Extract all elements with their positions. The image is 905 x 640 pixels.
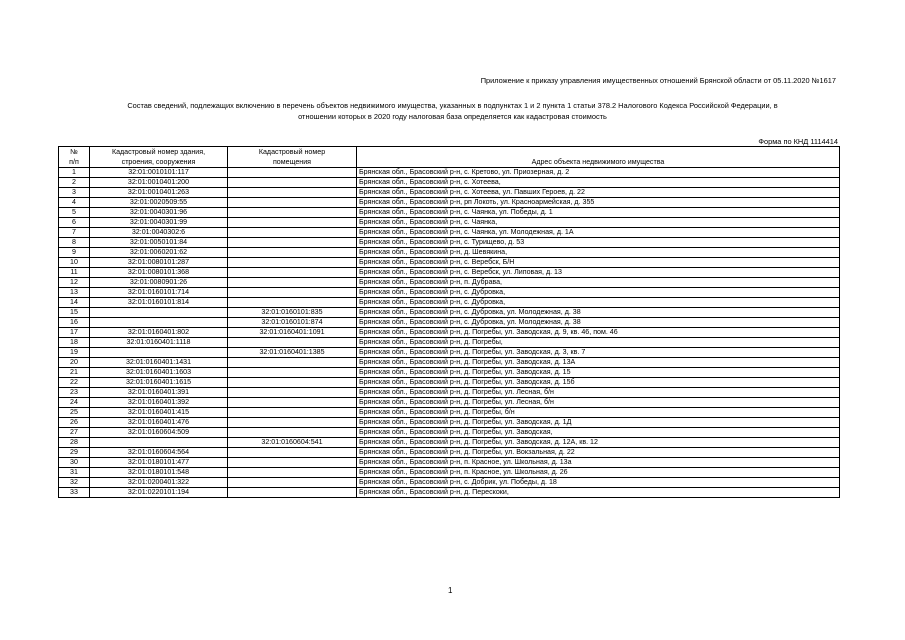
building-cadastral-cell: 32:01:0180101:548: [90, 468, 228, 478]
building-cadastral-cell: 32:01:0010101:117: [90, 168, 228, 178]
row-number-cell: 23: [59, 388, 90, 398]
row-number-cell: 16: [59, 318, 90, 328]
row-number-cell: 4: [59, 198, 90, 208]
room-cadastral-cell: [228, 228, 357, 238]
table-row: [59, 338, 840, 348]
building-cadastral-cell: 32:01:0160401:392: [90, 398, 228, 408]
row-number-cell: 33: [59, 488, 90, 498]
room-cadastral-cell: [228, 478, 357, 488]
document-title-line-2: отношении которых в 2020 году налоговая база определяется как кадастровая стоимость: [298, 111, 607, 121]
address-cell: Брянская обл., Брасовский р-н, д. Погребы,: [357, 338, 840, 348]
row-number-cell: 11: [59, 268, 90, 278]
table-row: [59, 198, 840, 208]
building-cadastral-cell: 32:01:0160401:1615: [90, 378, 228, 388]
row-number-cell: 3: [59, 188, 90, 198]
table-row: [59, 478, 840, 488]
header-number-line-1: №: [70, 148, 78, 156]
address-cell: Брянская обл., Брасовский р-н, с. Веребск, Б/Н: [357, 258, 840, 268]
address-cell: Брянская обл., Брасовский р-н, п. Красное, ул. Школьная, д. 26: [357, 468, 840, 478]
table-row: [59, 178, 840, 188]
building-cadastral-cell: [90, 318, 228, 328]
building-cadastral-cell: 32:01:0220101:194: [90, 488, 228, 498]
header-building-cadastral: [90, 147, 228, 168]
building-cadastral-cell: 32:01:0160101:714: [90, 288, 228, 298]
building-cadastral-cell: 32:01:0010401:263: [90, 188, 228, 198]
table-row: [59, 438, 840, 448]
property-registry-table: [58, 146, 840, 498]
address-cell: Брянская обл., Брасовский р-н, с. Добрик, ул. Победы, д. 18: [357, 478, 840, 488]
header-room-cadastral: [228, 147, 357, 168]
room-cadastral-cell: [228, 398, 357, 408]
room-cadastral-cell: [228, 208, 357, 218]
room-cadastral-cell: [228, 338, 357, 348]
room-cadastral-cell: [228, 368, 357, 378]
row-number-cell: 12: [59, 278, 90, 288]
row-number-cell: 2: [59, 178, 90, 188]
row-number-cell: 29: [59, 448, 90, 458]
room-cadastral-cell: [228, 258, 357, 268]
row-number-cell: 21: [59, 368, 90, 378]
building-cadastral-cell: [90, 348, 228, 358]
table-row: [59, 228, 840, 238]
address-cell: Брянская обл., Брасовский р-н, д. Погребы, ул. Заводская, д. 15б: [357, 378, 840, 388]
row-number-cell: 27: [59, 428, 90, 438]
building-cadastral-cell: 32:01:0060201:62: [90, 248, 228, 258]
table-row: [59, 428, 840, 438]
row-number-cell: 5: [59, 208, 90, 218]
room-cadastral-cell: [228, 278, 357, 288]
table-row: [59, 378, 840, 388]
building-cadastral-cell: 32:01:0180101:477: [90, 458, 228, 468]
header-building-line-2: строения, сооружения: [121, 158, 196, 166]
header-number-line-2: п/п: [69, 158, 79, 166]
row-number-cell: 22: [59, 378, 90, 388]
address-cell: Брянская обл., Брасовский р-н, д. Погребы, ул. Заводская, д. 15: [357, 368, 840, 378]
room-cadastral-cell: [228, 268, 357, 278]
room-cadastral-cell: [228, 378, 357, 388]
address-cell: Брянская обл., Брасовский р-н, д. Погребы, ул. Вокзальная, д. 22: [357, 448, 840, 458]
row-number-cell: 7: [59, 228, 90, 238]
address-cell: Брянская обл., Брасовский р-н, д. Погребы, ул. Заводская, д. 3, кв. 7: [357, 348, 840, 358]
address-cell: Брянская обл., Брасовский р-н, рп Локоть, ул. Красноармейская, д. 355: [357, 198, 840, 208]
row-number-cell: 13: [59, 288, 90, 298]
building-cadastral-cell: 32:01:0160401:415: [90, 408, 228, 418]
building-cadastral-cell: 32:01:0160101:814: [90, 298, 228, 308]
room-cadastral-cell: [228, 468, 357, 478]
row-number-cell: 31: [59, 468, 90, 478]
row-number-cell: 24: [59, 398, 90, 408]
table-row: [59, 348, 840, 358]
table-row: [59, 488, 840, 498]
room-cadastral-cell: [228, 188, 357, 198]
building-cadastral-cell: 32:01:0160401:1603: [90, 368, 228, 378]
table-body: [59, 168, 840, 498]
room-cadastral-cell: [228, 298, 357, 308]
address-cell: Брянская обл., Брасовский р-н, д. Погребы, ул. Заводская, д. 1Д: [357, 418, 840, 428]
row-number-cell: 18: [59, 338, 90, 348]
address-cell: Брянская обл., Брасовский р-н, с. Турищево, д. 53: [357, 238, 840, 248]
row-number-cell: 25: [59, 408, 90, 418]
room-cadastral-cell: 32:01:0160401:1385: [228, 348, 357, 358]
document-title: [55, 101, 850, 122]
row-number-cell: 1: [59, 168, 90, 178]
building-cadastral-cell: 32:01:0160401:476: [90, 418, 228, 428]
table-row: [59, 408, 840, 418]
row-number-cell: 6: [59, 218, 90, 228]
room-cadastral-cell: [228, 248, 357, 258]
table-row: [59, 208, 840, 218]
building-cadastral-cell: 32:01:0040301:99: [90, 218, 228, 228]
room-cadastral-cell: [228, 218, 357, 228]
building-cadastral-cell: 32:01:0160401:1431: [90, 358, 228, 368]
table-row: [59, 268, 840, 278]
room-cadastral-cell: [228, 358, 357, 368]
row-number-cell: 14: [59, 298, 90, 308]
room-cadastral-cell: [228, 428, 357, 438]
header-room-line-2: помещения: [272, 158, 312, 166]
header-building-line-1: Кадастровый номер здания,: [111, 148, 206, 156]
header-room-line-1: Кадастровый номер: [258, 148, 326, 156]
table-row: [59, 448, 840, 458]
table-row: [59, 358, 840, 368]
table-row: [59, 188, 840, 198]
address-cell: Брянская обл., Брасовский р-н, п. Красное, ул. Школьная, д. 13а: [357, 458, 840, 468]
room-cadastral-cell: [228, 198, 357, 208]
address-cell: Брянская обл., Брасовский р-н, д. Шевякина,: [357, 248, 840, 258]
room-cadastral-cell: [228, 288, 357, 298]
room-cadastral-cell: [228, 418, 357, 428]
address-cell: Брянская обл., Брасовский р-н, с. Чаянка,: [357, 218, 840, 228]
address-cell: Брянская обл., Брасовский р-н, с. Дубровка, ул. Молодежная, д. 38: [357, 308, 840, 318]
room-cadastral-cell: [228, 408, 357, 418]
row-number-cell: 26: [59, 418, 90, 428]
building-cadastral-cell: 32:01:0160604:509: [90, 428, 228, 438]
table-row: [59, 308, 840, 318]
row-number-cell: 17: [59, 328, 90, 338]
table-row: [59, 238, 840, 248]
building-cadastral-cell: 32:01:0160401:802: [90, 328, 228, 338]
building-cadastral-cell: 32:01:0040302:6: [90, 228, 228, 238]
address-cell: Брянская обл., Брасовский р-н, с. Чаянка, ул. Молодежная, д. 1А: [357, 228, 840, 238]
table-header-row: [59, 147, 840, 168]
address-cell: Брянская обл., Брасовский р-н, д. Погребы, ул. Лесная, б/н: [357, 388, 840, 398]
address-cell: Брянская обл., Брасовский р-н, д. Перескоки,: [357, 488, 840, 498]
row-number-cell: 30: [59, 458, 90, 468]
header-number: [59, 147, 90, 168]
room-cadastral-cell: [228, 448, 357, 458]
building-cadastral-cell: 32:01:0200401:322: [90, 478, 228, 488]
form-code: Форма по КНД 1114414: [758, 137, 838, 146]
table-row: [59, 368, 840, 378]
table-row: [59, 288, 840, 298]
row-number-cell: 32: [59, 478, 90, 488]
address-cell: Брянская обл., Брасовский р-н, д. Погребы, ул. Лесная, б/н: [357, 398, 840, 408]
address-cell: Брянская обл., Брасовский р-н, д. Погребы, ул. Заводская,: [357, 428, 840, 438]
row-number-cell: 20: [59, 358, 90, 368]
table-row: [59, 398, 840, 408]
address-cell: Брянская обл., Брасовский р-н, д. Погребы, ул. Заводская, д. 12А, кв. 12: [357, 438, 840, 448]
row-number-cell: 19: [59, 348, 90, 358]
building-cadastral-cell: 32:01:0160401:391: [90, 388, 228, 398]
table-row: [59, 298, 840, 308]
address-cell: Брянская обл., Брасовский р-н, д. Погребы, б/н: [357, 408, 840, 418]
order-reference-note: Приложение к приказу управления имущественных отношений Брянской области от 05.11.2020 №1617: [480, 76, 836, 85]
table-row: [59, 218, 840, 228]
building-cadastral-cell: 32:01:0010401:200: [90, 178, 228, 188]
address-cell: Брянская обл., Брасовский р-н, с. Дубровка, ул. Молодежная, д. 38: [357, 318, 840, 328]
room-cadastral-cell: [228, 238, 357, 248]
table-row: [59, 328, 840, 338]
page-number: 1: [448, 586, 453, 595]
building-cadastral-cell: 32:01:0080901:26: [90, 278, 228, 288]
table-row: [59, 468, 840, 478]
room-cadastral-cell: 32:01:0160401:1091: [228, 328, 357, 338]
room-cadastral-cell: 32:01:0160101:874: [228, 318, 357, 328]
row-number-cell: 15: [59, 308, 90, 318]
row-number-cell: 28: [59, 438, 90, 448]
address-cell: Брянская обл., Брасовский р-н, с. Дубровка,: [357, 288, 840, 298]
table-row: [59, 458, 840, 468]
address-cell: Брянская обл., Брасовский р-н, с. Веребск, ул. Липовая, д. 13: [357, 268, 840, 278]
building-cadastral-cell: 32:01:0040301:96: [90, 208, 228, 218]
address-cell: Брянская обл., Брасовский р-н, п. Дубрава,: [357, 278, 840, 288]
table-row: [59, 278, 840, 288]
address-cell: Брянская обл., Брасовский р-н, с. Хотеева,: [357, 178, 840, 188]
room-cadastral-cell: 32:01:0160604:541: [228, 438, 357, 448]
table-row: [59, 168, 840, 178]
header-address: Адрес объекта недвижимого имущества: [357, 147, 840, 168]
row-number-cell: 10: [59, 258, 90, 268]
room-cadastral-cell: [228, 388, 357, 398]
building-cadastral-cell: 32:01:0020509:55: [90, 198, 228, 208]
room-cadastral-cell: 32:01:0160101:835: [228, 308, 357, 318]
table-row: [59, 388, 840, 398]
document-title-line-1: Состав сведений, подлежащих включению в перечень объектов недвижимого имущества, указанных в подпунктах 1 и 2 пункта 1 статьи 378.2 Налогового Кодекса Российской Федерации, в: [127, 101, 778, 110]
table-row: [59, 248, 840, 258]
building-cadastral-cell: 32:01:0160604:564: [90, 448, 228, 458]
building-cadastral-cell: 32:01:0080101:287: [90, 258, 228, 268]
building-cadastral-cell: [90, 308, 228, 318]
address-cell: Брянская обл., Брасовский р-н, д. Погребы, ул. Заводская, д. 9, кв. 46, пом. 46: [357, 328, 840, 338]
building-cadastral-cell: 32:01:0160401:1118: [90, 338, 228, 348]
address-cell: Брянская обл., Брасовский р-н, с. Дубровка,: [357, 298, 840, 308]
building-cadastral-cell: [90, 438, 228, 448]
row-number-cell: 8: [59, 238, 90, 248]
room-cadastral-cell: [228, 168, 357, 178]
row-number-cell: 9: [59, 248, 90, 258]
table-row: [59, 258, 840, 268]
address-cell: Брянская обл., Брасовский р-н, с. Кретово, ул. Приозерная, д. 2: [357, 168, 840, 178]
building-cadastral-cell: 32:01:0080101:368: [90, 268, 228, 278]
table-row: [59, 318, 840, 328]
address-cell: Брянская обл., Брасовский р-н, с. Хотеева, ул. Павших Героев, д. 22: [357, 188, 840, 198]
building-cadastral-cell: 32:01:0050101:84: [90, 238, 228, 248]
room-cadastral-cell: [228, 458, 357, 468]
table-row: [59, 418, 840, 428]
address-cell: Брянская обл., Брасовский р-н, д. Погребы, ул. Заводская, д. 13А: [357, 358, 840, 368]
room-cadastral-cell: [228, 488, 357, 498]
room-cadastral-cell: [228, 178, 357, 188]
address-cell: Брянская обл., Брасовский р-н, с. Чаянка, ул. Победы, д. 1: [357, 208, 840, 218]
